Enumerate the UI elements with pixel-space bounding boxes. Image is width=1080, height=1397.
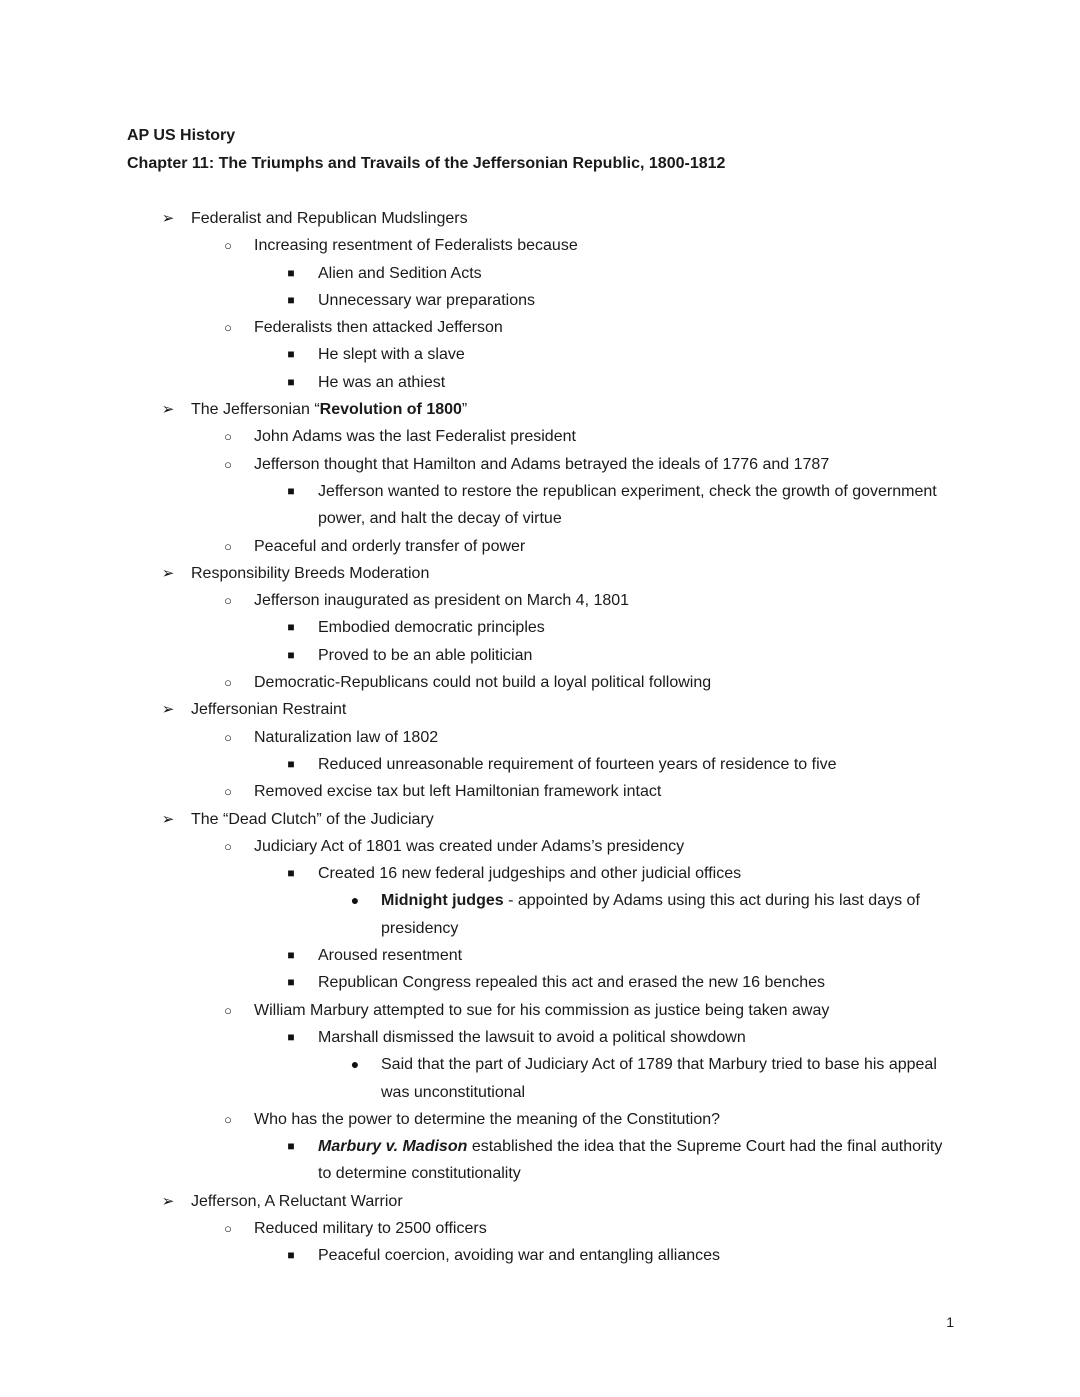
arrow-bullet-icon: ➢ bbox=[161, 810, 175, 828]
outline-item bbox=[0, 969, 1080, 996]
outline-item bbox=[0, 1024, 1080, 1051]
outline-item bbox=[0, 1133, 1080, 1188]
outline-item-text: William Marbury attempted to sue for his commission as justice being taken away bbox=[254, 1001, 830, 1019]
outline-item-text: Federalist and Republican Mudslingers bbox=[191, 210, 468, 227]
outline-item-text: Peaceful and orderly transfer of power bbox=[254, 537, 526, 555]
outline-item-text: Alien and Sedition Acts bbox=[318, 264, 482, 282]
outline-item-text: Jefferson inaugurated as president on March 4, 1801 bbox=[254, 592, 630, 610]
square-bullet-icon: ■ bbox=[287, 948, 295, 963]
emphasized-text: Marbury v. Madison bbox=[318, 1138, 468, 1156]
square-bullet-icon: ■ bbox=[287, 1248, 295, 1263]
outline-item bbox=[0, 205, 1080, 232]
outline-item bbox=[0, 1051, 1080, 1106]
text-run: established the idea that the Supreme Court had the final authority to determine constitutionality bbox=[318, 1138, 943, 1183]
arrow-bullet-icon: ➢ bbox=[161, 701, 175, 719]
arrow-bullet-icon: ➢ bbox=[161, 401, 175, 419]
square-bullet-icon: ■ bbox=[287, 374, 295, 389]
outline-item bbox=[0, 369, 1080, 396]
course-title: AP US History bbox=[127, 127, 236, 144]
square-bullet-icon: ■ bbox=[287, 347, 295, 362]
square-bullet-icon: ■ bbox=[287, 620, 295, 635]
square-bullet-icon: ■ bbox=[287, 292, 295, 307]
outline-item-text: Jefferson wanted to restore the republican experiment, check the growth of government power, and halt the decay of virtue bbox=[318, 482, 937, 528]
outline-item bbox=[0, 642, 1080, 669]
text-run: ” bbox=[461, 401, 468, 419]
outline-item bbox=[0, 942, 1080, 969]
hollow-circle-bullet-icon: ○ bbox=[224, 320, 232, 336]
outline-item bbox=[0, 560, 1080, 587]
outline-item bbox=[0, 778, 1080, 805]
outline-item-text: Removed excise tax but left Hamiltonian framework intact bbox=[254, 783, 662, 801]
notes-outline bbox=[0, 205, 1080, 1270]
hollow-circle-bullet-icon: ○ bbox=[224, 675, 232, 691]
square-bullet-icon: ■ bbox=[287, 265, 295, 280]
arrow-bullet-icon: ➢ bbox=[161, 564, 175, 582]
outline-item-text: He was an athiest bbox=[318, 373, 446, 391]
outline-item-text bbox=[191, 396, 951, 423]
outline-item-text: The “Dead Clutch” of the Judiciary bbox=[191, 810, 434, 828]
outline-item-text: Created 16 new federal judgeships and other judicial offices bbox=[318, 865, 742, 883]
outline-item bbox=[0, 806, 1080, 833]
outline-item-text: Democratic-Republicans could not build a loyal political following bbox=[254, 674, 712, 692]
outline-item-text: Republican Congress repealed this act and erased the new 16 benches bbox=[318, 974, 825, 992]
outline-item-text: Increasing resentment of Federalists because bbox=[254, 237, 578, 255]
square-bullet-icon: ■ bbox=[287, 483, 295, 498]
outline-item bbox=[0, 614, 1080, 641]
outline-item bbox=[0, 997, 1080, 1024]
hollow-circle-bullet-icon: ○ bbox=[224, 1220, 232, 1236]
square-bullet-icon: ■ bbox=[287, 975, 295, 990]
hollow-circle-bullet-icon: ○ bbox=[224, 238, 232, 254]
outline-item-text: John Adams was the last Federalist president bbox=[254, 428, 576, 446]
outline-item-text: Peaceful coercion, avoiding war and entangling alliances bbox=[318, 1247, 721, 1265]
outline-item-text: Jefferson thought that Hamilton and Adams betrayed the ideals of 1776 and 1787 bbox=[254, 455, 830, 473]
outline-item-text: Who has the power to determine the meaning of the Constitution? bbox=[254, 1110, 721, 1128]
outline-item-text: Unnecessary war preparations bbox=[318, 291, 535, 309]
outline-item-text: Responsibility Breeds Moderation bbox=[191, 564, 430, 582]
outline-item bbox=[0, 1188, 1080, 1215]
outline-item-text: Embodied democratic principles bbox=[318, 619, 545, 637]
outline-item bbox=[0, 341, 1080, 368]
hollow-circle-bullet-icon: ○ bbox=[224, 1002, 232, 1018]
outline-item-text: Federalists then attacked Jefferson bbox=[254, 319, 503, 337]
outline-item-text: Said that the part of Judiciary Act of 1789 that Marbury tried to base his appeal was unconstitutional bbox=[381, 1056, 937, 1101]
emphasized-text: Midnight judges bbox=[381, 892, 504, 910]
hollow-circle-bullet-icon: ○ bbox=[224, 729, 232, 745]
outline-item bbox=[0, 232, 1080, 259]
hollow-circle-bullet-icon: ○ bbox=[224, 456, 232, 472]
hollow-circle-bullet-icon: ○ bbox=[224, 784, 232, 800]
outline-item bbox=[0, 751, 1080, 778]
outline-item bbox=[0, 287, 1080, 314]
text-run: - appointed by Adams using this act during his last days of presidency bbox=[381, 892, 920, 937]
square-bullet-icon: ■ bbox=[287, 1029, 295, 1044]
hollow-circle-bullet-icon: ○ bbox=[224, 538, 232, 554]
hollow-circle-bullet-icon: ○ bbox=[224, 1111, 232, 1127]
outline-item bbox=[0, 260, 1080, 287]
outline-item bbox=[0, 314, 1080, 341]
outline-item-text bbox=[318, 1133, 948, 1188]
outline-item bbox=[0, 1215, 1080, 1242]
outline-item bbox=[0, 396, 1080, 423]
filled-circle-bullet-icon: ● bbox=[350, 1056, 360, 1073]
emphasized-text: Revolution of 1800 bbox=[319, 401, 462, 419]
filled-circle-bullet-icon: ● bbox=[350, 892, 360, 909]
page-number: 1 bbox=[946, 1314, 954, 1330]
arrow-bullet-icon: ➢ bbox=[161, 1192, 175, 1210]
outline-item-text: Jeffersonian Restraint bbox=[191, 701, 347, 719]
outline-item bbox=[0, 669, 1080, 696]
text-run: The Jeffersonian “ bbox=[191, 401, 320, 419]
chapter-title: Chapter 11: The Triumphs and Travails of the Jeffersonian Republic, 1800-1812 bbox=[127, 155, 726, 172]
hollow-circle-bullet-icon: ○ bbox=[224, 429, 232, 445]
outline-item bbox=[0, 724, 1080, 751]
outline-item-text: Judiciary Act of 1801 was created under Adams’s presidency bbox=[254, 837, 685, 855]
outline-item bbox=[0, 1242, 1080, 1269]
outline-item bbox=[0, 587, 1080, 614]
outline-item-text: Jefferson, A Reluctant Warrior bbox=[191, 1192, 403, 1210]
outline-item bbox=[0, 696, 1080, 723]
square-bullet-icon: ■ bbox=[287, 756, 295, 771]
outline-item bbox=[0, 860, 1080, 887]
arrow-bullet-icon: ➢ bbox=[161, 210, 175, 227]
hollow-circle-bullet-icon: ○ bbox=[224, 838, 232, 854]
outline-item-text: Reduced military to 2500 officers bbox=[254, 1219, 487, 1237]
outline-item bbox=[0, 887, 1080, 942]
outline-item-text bbox=[381, 887, 946, 942]
square-bullet-icon: ■ bbox=[287, 1139, 295, 1154]
outline-item bbox=[0, 423, 1080, 450]
hollow-circle-bullet-icon: ○ bbox=[224, 593, 232, 609]
outline-item-text: Naturalization law of 1802 bbox=[254, 728, 439, 746]
outline-item-text: Reduced unreasonable requirement of fourteen years of residence to five bbox=[318, 755, 837, 773]
outline-item-text: Marshall dismissed the lawsuit to avoid a political showdown bbox=[318, 1028, 746, 1046]
square-bullet-icon: ■ bbox=[287, 647, 295, 662]
outline-item-text: He slept with a slave bbox=[318, 346, 465, 364]
outline-item-text: Aroused resentment bbox=[318, 947, 463, 965]
outline-item bbox=[0, 533, 1080, 560]
square-bullet-icon: ■ bbox=[287, 866, 295, 881]
outline-item-text: Proved to be an able politician bbox=[318, 646, 533, 664]
outline-item bbox=[0, 1106, 1080, 1133]
outline-item bbox=[0, 478, 1080, 533]
outline-item bbox=[0, 451, 1080, 478]
outline-item bbox=[0, 833, 1080, 860]
